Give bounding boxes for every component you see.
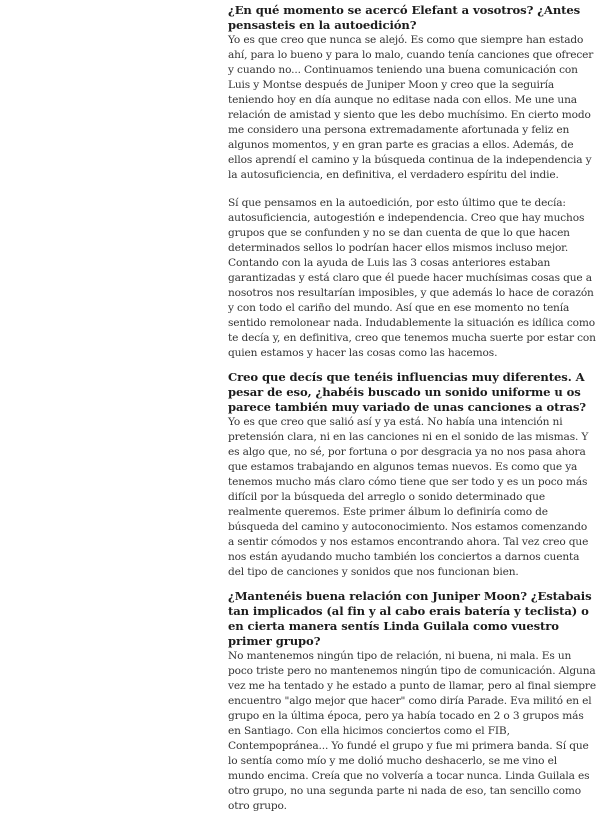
interview-answer-paragraph: Sí que pensamos en la autoedición, por esto último que te decía: autosuficiencia, autogestión e independencia. Creo que hay muchos grupos que se confunden y no se dan cuenta de que lo que hacen determinados sellos lo podrían hacer ellos mismos incluso mejor. Contando con la ayuda de Luis las 3 cosas anteriores estaban garantizadas y está claro que él puede hacer muchísimas cosas que a nosotros nos resultarían imposibles, y que además lo hace de corazón y con todo el cariño del mundo. Así que en ese momento no tenía sentido remolonear nada. Indudablemente la situación es idílica como te decía y, en definitiva, creo que tenemos mucha suerte por estar con quien estamos y hacer las cosas como las hacemos. xyxy=(228,197,596,359)
interview-answer-paragraph: Yo es que creo que salió así y ya está. No había una intención ni pretensión clara, ni en las canciones ni en el sonido de las mismas. Y es algo que, no sé, por fortuna o por desgracia ya no nos pasa ahora que estamos trabajando en algunos temas nuevos. Es como que ya tenemos mucho más claro cómo tiene que ser todo y es un poco más difícil por la búsqueda del arreglo o sonido determinado que realmente queremos. Este primer álbum lo definiría como de búsqueda del camino y autoconocimiento. Nos estamos comenzando a sentir cómodos y nos estamos encontrando ahora. Tal vez creo que nos están ayudando mucho también los conciertos a darnos cuenta del tipo de canciones y sonidos que nos funcionan bien. xyxy=(228,416,589,578)
interview-question: ¿En qué momento se acercó Elefant a vosotros? ¿Antes pensasteis en la autoedición? xyxy=(228,3,581,32)
interview-question: Creo que decís que tenéis influencias muy diferentes. A pesar de eso, ¿habéis buscado un sonido uniforme u os parece también muy variado de unas canciones a otras? xyxy=(228,370,586,414)
qa-section xyxy=(228,3,596,361)
interview-answer-paragraph: No mantenemos ningún tipo de relación, ni buena, ni mala. Es un poco triste pero no mantenemos ningún tipo de comunicación. Alguna vez me ha tentado y he estado a punto de llamar, pero al final siempre encuentro "algo mejor que hacer" como diría Parade. Eva militó en el grupo en la última época, pero ya había tocado en 2 o 3 grupos más en Santiago. Con ella hicimos conciertos como el FIB, Contempopránea... Yo fundé el grupo y fue mi primera banda. Sí que lo sentía como mío y me dolió mucho deshacerlo, se me vino el mundo encima. Creía que no volvería a tocar nunca. Linda Guilala es otro grupo, no una segunda parte ni nada de eso, tan sencillo como otro grupo. xyxy=(228,650,596,812)
qa-section xyxy=(228,370,596,580)
interview-article xyxy=(228,3,596,823)
interview-question: ¿Mantenéis buena relación con Juniper Moon? ¿Estabais tan implicados (al fin y al cabo erais batería y teclista) o en cierta manera sentís Linda Guilala como vuestro primer grupo? xyxy=(228,589,592,648)
qa-section xyxy=(228,589,596,814)
interview-answer-paragraph: Yo es que creo que nunca se alejó. Es como que siempre han estado ahí, para lo bueno y para lo malo, cuando tenía canciones que ofrecer y cuando no... Continuamos teniendo una buena comunicación con Luis y Montse después de Juniper Moon y creo que la seguiría teniendo hoy en día aunque no editase nada con ellos. Me une una relación de amistad y siento que les debo muchísimo. En cierto modo me considero una persona extremadamente afortunada y feliz en algunos momentos, y en gran parte es gracias a ellos. Además, de ellos aprendí el camino y la búsqueda continua de la independencia y la autosuficiencia, en definitiva, el verdadero espíritu del indie. xyxy=(228,34,594,181)
